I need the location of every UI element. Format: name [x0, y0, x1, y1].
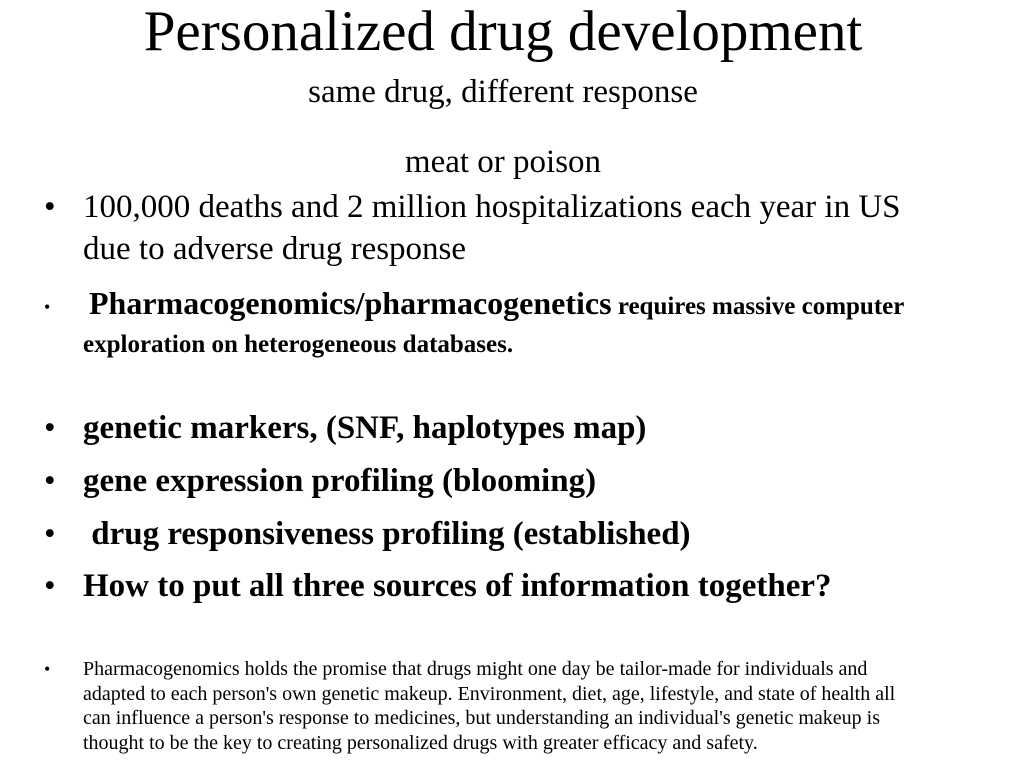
bullet-marker: •: [44, 463, 56, 499]
bullet-marker: •: [44, 410, 56, 446]
bullet-text: 100,000 deaths and 2 million hospitalizations each year in US due to adverse drug response: [83, 189, 901, 267]
bullet-text: drug responsiveness profiling (established): [83, 516, 691, 552]
bullet-marker: •: [44, 568, 56, 604]
bullet-text: genetic markers, (SNF, haplotypes map): [83, 410, 647, 446]
bullet-text: Pharmacogenomics holds the promise that drugs might one day be tailor-made for individuals and adapted to each person's own genetic makeup. Environment, diet, age, lifestyle, and state of health all can influence a person's response to medicines, but understanding an individual's genetic makeup is thought to be the key to creating personalized drugs with greater efficacy and safety.: [83, 658, 896, 754]
bullet-text: [83, 284, 913, 364]
bullet-marker: •: [44, 516, 56, 552]
bullet-marker: •: [44, 297, 51, 317]
slide-title: Personalized drug development: [143, 0, 863, 63]
bullet-marker: •: [44, 189, 56, 225]
slide-tagline: meat or poison: [404, 144, 602, 180]
bullet-lead-text: Pharmacogenomics/pharmacogenetics: [89, 285, 612, 321]
bullet-rest-text: requires massive computer exploration on heterogeneous databases.: [83, 293, 904, 358]
bullet-marker: •: [44, 659, 51, 679]
bullet-text: How to put all three sources of information together?: [83, 568, 832, 604]
slide-subtitle: same drug, different response: [308, 74, 698, 110]
bullet-text: gene expression profiling (blooming): [83, 463, 597, 499]
